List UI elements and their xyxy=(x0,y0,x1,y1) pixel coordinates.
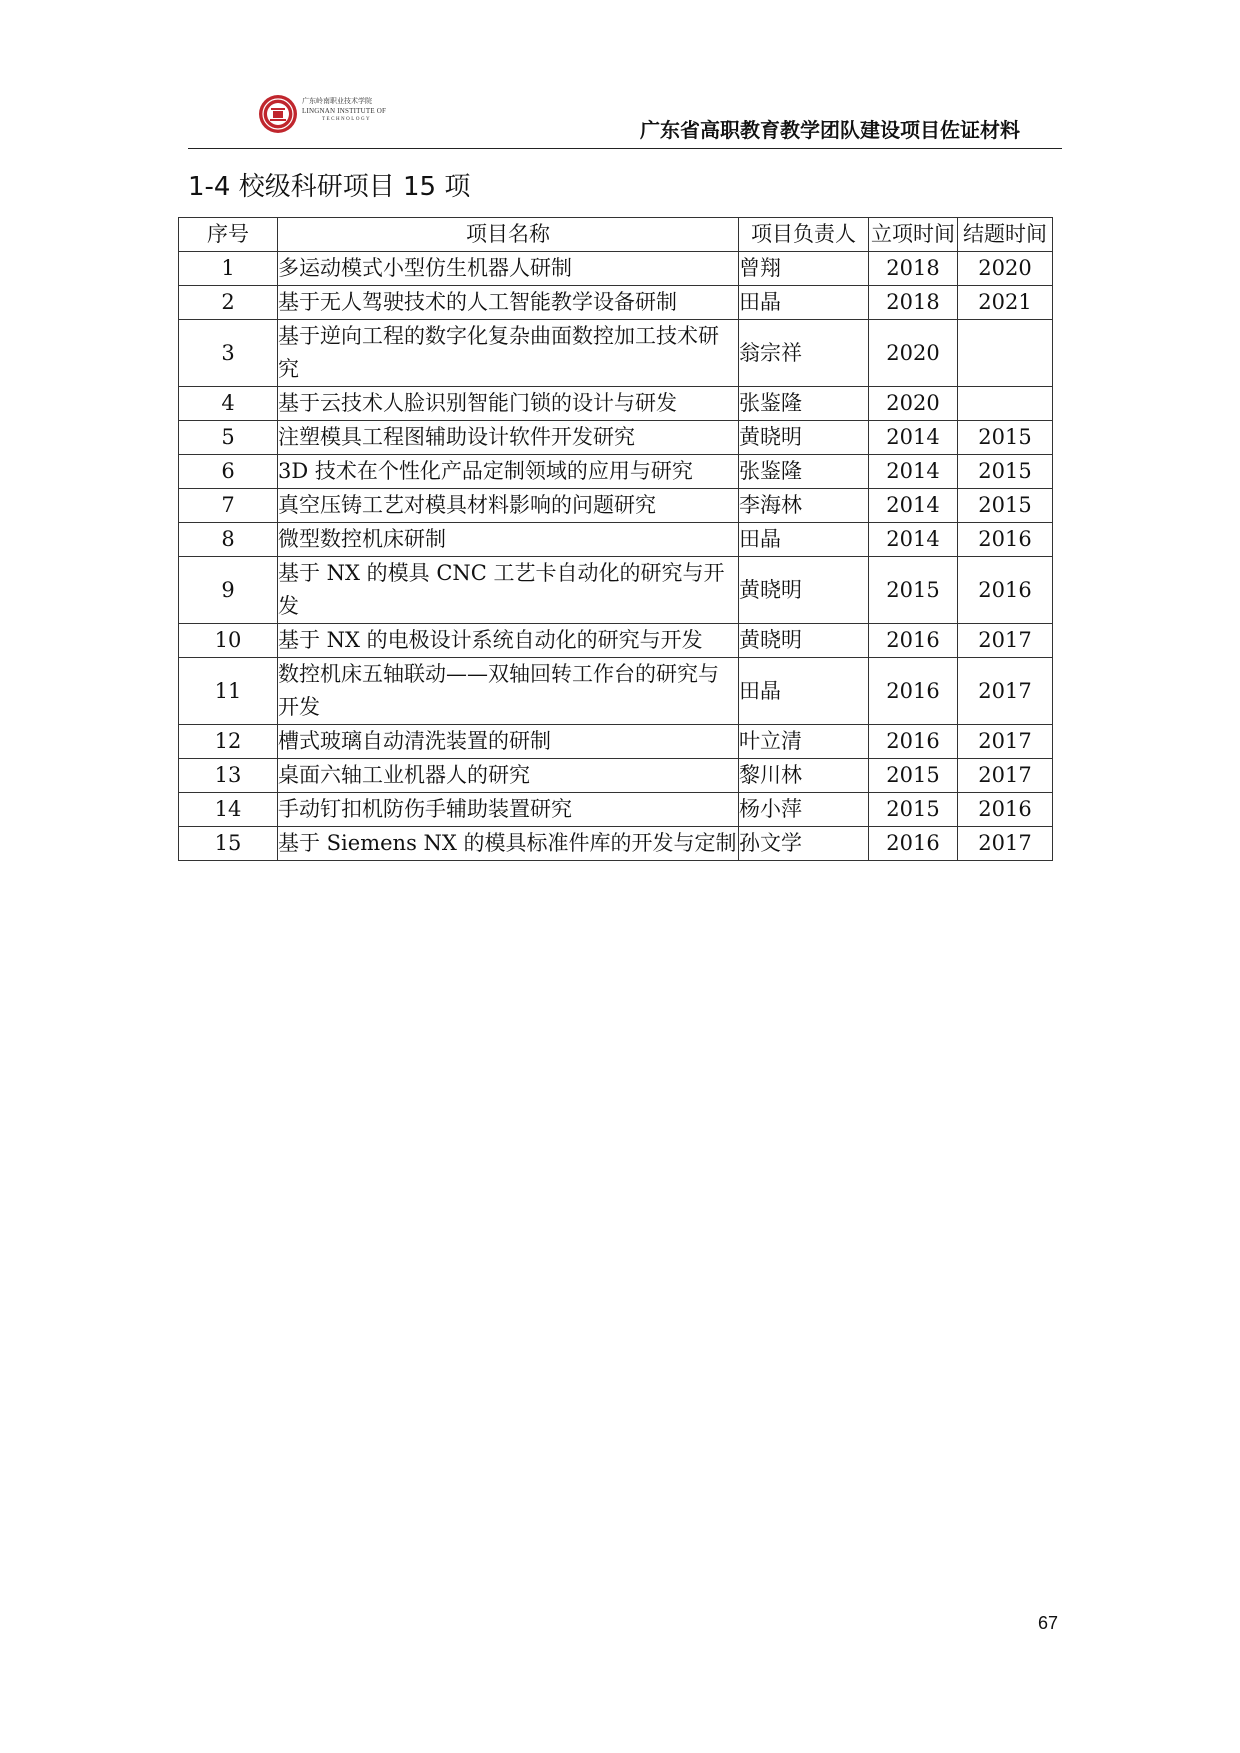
end-year-cell: 2017 xyxy=(958,725,1053,759)
end-year-cell: 2015 xyxy=(958,489,1053,523)
page-header xyxy=(188,92,1062,149)
table-row xyxy=(179,421,1053,455)
table-row xyxy=(179,252,1053,286)
project-lead-cell: 孙文学 xyxy=(739,827,869,861)
row-number-cell: 3 xyxy=(179,320,278,387)
project-name-cell: 注塑模具工程图辅助设计软件开发研究 xyxy=(278,421,739,455)
table-row xyxy=(179,827,1053,861)
school-logo xyxy=(258,94,398,136)
end-year-cell: 2017 xyxy=(958,827,1053,861)
project-lead-cell: 杨小萍 xyxy=(739,793,869,827)
table-row xyxy=(179,759,1053,793)
project-name-cell: 基于 Siemens NX 的模具标准件库的开发与定制 xyxy=(278,827,739,861)
row-number-cell: 2 xyxy=(179,286,278,320)
table-body xyxy=(179,252,1053,861)
row-number-cell: 5 xyxy=(179,421,278,455)
table-row xyxy=(179,387,1053,421)
end-year-cell xyxy=(958,320,1053,387)
table-row xyxy=(179,523,1053,557)
school-seal-icon xyxy=(258,94,298,134)
logo-text xyxy=(302,98,386,122)
project-name-cell: 基于 NX 的电极设计系统自动化的研究与开发 xyxy=(278,624,739,658)
start-year-cell: 2020 xyxy=(869,320,958,387)
section-title: 1-4 校级科研项目 15 项 xyxy=(188,172,471,202)
row-number-cell: 7 xyxy=(179,489,278,523)
logo-cn-name: 广东岭南职业技术学院 xyxy=(302,97,372,105)
project-name-cell: 微型数控机床研制 xyxy=(278,523,739,557)
project-name-cell: 3D 技术在个性化产品定制领域的应用与研究 xyxy=(278,455,739,489)
logo-en-line2: TECHNOLOGY xyxy=(322,117,372,122)
row-number-cell: 11 xyxy=(179,658,278,725)
project-lead-cell: 张鉴隆 xyxy=(739,387,869,421)
end-year-cell: 2016 xyxy=(958,793,1053,827)
project-lead-cell: 田晶 xyxy=(739,658,869,725)
end-year-cell: 2015 xyxy=(958,421,1053,455)
row-number-cell: 14 xyxy=(179,793,278,827)
header-cell-name: 项目名称 xyxy=(278,218,739,252)
row-number-cell: 1 xyxy=(179,252,278,286)
start-year-cell: 2015 xyxy=(869,793,958,827)
project-name-cell: 手动钉扣机防伤手辅助装置研究 xyxy=(278,793,739,827)
start-year-cell: 2016 xyxy=(869,624,958,658)
project-name-cell: 基于逆向工程的数字化复杂曲面数控加工技术研究 xyxy=(278,320,739,387)
project-lead-cell: 曾翔 xyxy=(739,252,869,286)
end-year-cell: 2020 xyxy=(958,252,1053,286)
project-lead-cell: 叶立清 xyxy=(739,725,869,759)
project-name-cell: 真空压铸工艺对模具材料影响的问题研究 xyxy=(278,489,739,523)
table-row xyxy=(179,489,1053,523)
start-year-cell: 2015 xyxy=(869,759,958,793)
start-year-cell: 2014 xyxy=(869,489,958,523)
end-year-cell: 2016 xyxy=(958,523,1053,557)
project-lead-cell: 黄晓明 xyxy=(739,421,869,455)
project-name-cell: 多运动模式小型仿生机器人研制 xyxy=(278,252,739,286)
end-year-cell: 2015 xyxy=(958,455,1053,489)
table-row xyxy=(179,557,1053,624)
row-number-cell: 9 xyxy=(179,557,278,624)
start-year-cell: 2018 xyxy=(869,252,958,286)
project-lead-cell: 田晶 xyxy=(739,286,869,320)
logo-en-line1: LINGNAN INSTITUTE OF xyxy=(302,107,387,115)
project-lead-cell: 黄晓明 xyxy=(739,557,869,624)
row-number-cell: 4 xyxy=(179,387,278,421)
end-year-cell: 2016 xyxy=(958,557,1053,624)
end-year-cell: 2017 xyxy=(958,658,1053,725)
page-number: 67 xyxy=(1038,1613,1059,1633)
start-year-cell: 2015 xyxy=(869,557,958,624)
project-name-cell: 基于 NX 的模具 CNC 工艺卡自动化的研究与开发 xyxy=(278,557,739,624)
start-year-cell: 2014 xyxy=(869,455,958,489)
header-cell-start: 立项时间 xyxy=(869,218,958,252)
table-header-row xyxy=(179,218,1053,252)
table-row xyxy=(179,286,1053,320)
header-cell-no: 序号 xyxy=(179,218,278,252)
header-cell-end: 结题时间 xyxy=(958,218,1053,252)
table-row xyxy=(179,658,1053,725)
end-year-cell: 2021 xyxy=(958,286,1053,320)
start-year-cell: 2018 xyxy=(869,286,958,320)
project-lead-cell: 李海林 xyxy=(739,489,869,523)
start-year-cell: 2014 xyxy=(869,523,958,557)
start-year-cell: 2014 xyxy=(869,421,958,455)
start-year-cell: 2020 xyxy=(869,387,958,421)
project-lead-cell: 黎川林 xyxy=(739,759,869,793)
project-name-cell: 槽式玻璃自动清洗装置的研制 xyxy=(278,725,739,759)
row-number-cell: 15 xyxy=(179,827,278,861)
table-row xyxy=(179,624,1053,658)
end-year-cell: 2017 xyxy=(958,624,1053,658)
project-lead-cell: 田晶 xyxy=(739,523,869,557)
projects-table xyxy=(178,217,1053,861)
project-name-cell: 桌面六轴工业机器人的研究 xyxy=(278,759,739,793)
table-row xyxy=(179,320,1053,387)
start-year-cell: 2016 xyxy=(869,827,958,861)
table-row xyxy=(179,793,1053,827)
row-number-cell: 6 xyxy=(179,455,278,489)
row-number-cell: 10 xyxy=(179,624,278,658)
row-number-cell: 13 xyxy=(179,759,278,793)
row-number-cell: 12 xyxy=(179,725,278,759)
end-year-cell: 2017 xyxy=(958,759,1053,793)
project-lead-cell: 张鉴隆 xyxy=(739,455,869,489)
project-name-cell: 基于无人驾驶技术的人工智能教学设备研制 xyxy=(278,286,739,320)
project-name-cell: 数控机床五轴联动——双轴回转工作台的研究与开发 xyxy=(278,658,739,725)
start-year-cell: 2016 xyxy=(869,725,958,759)
row-number-cell: 8 xyxy=(179,523,278,557)
project-name-cell: 基于云技术人脸识别智能门锁的设计与研发 xyxy=(278,387,739,421)
table-row xyxy=(179,455,1053,489)
table-row xyxy=(179,725,1053,759)
project-lead-cell: 黄晓明 xyxy=(739,624,869,658)
end-year-cell xyxy=(958,387,1053,421)
start-year-cell: 2016 xyxy=(869,658,958,725)
header-title: 广东省高职教育教学团队建设项目佐证材料 xyxy=(640,118,1020,142)
header-cell-lead: 项目负责人 xyxy=(739,218,869,252)
project-lead-cell: 翁宗祥 xyxy=(739,320,869,387)
